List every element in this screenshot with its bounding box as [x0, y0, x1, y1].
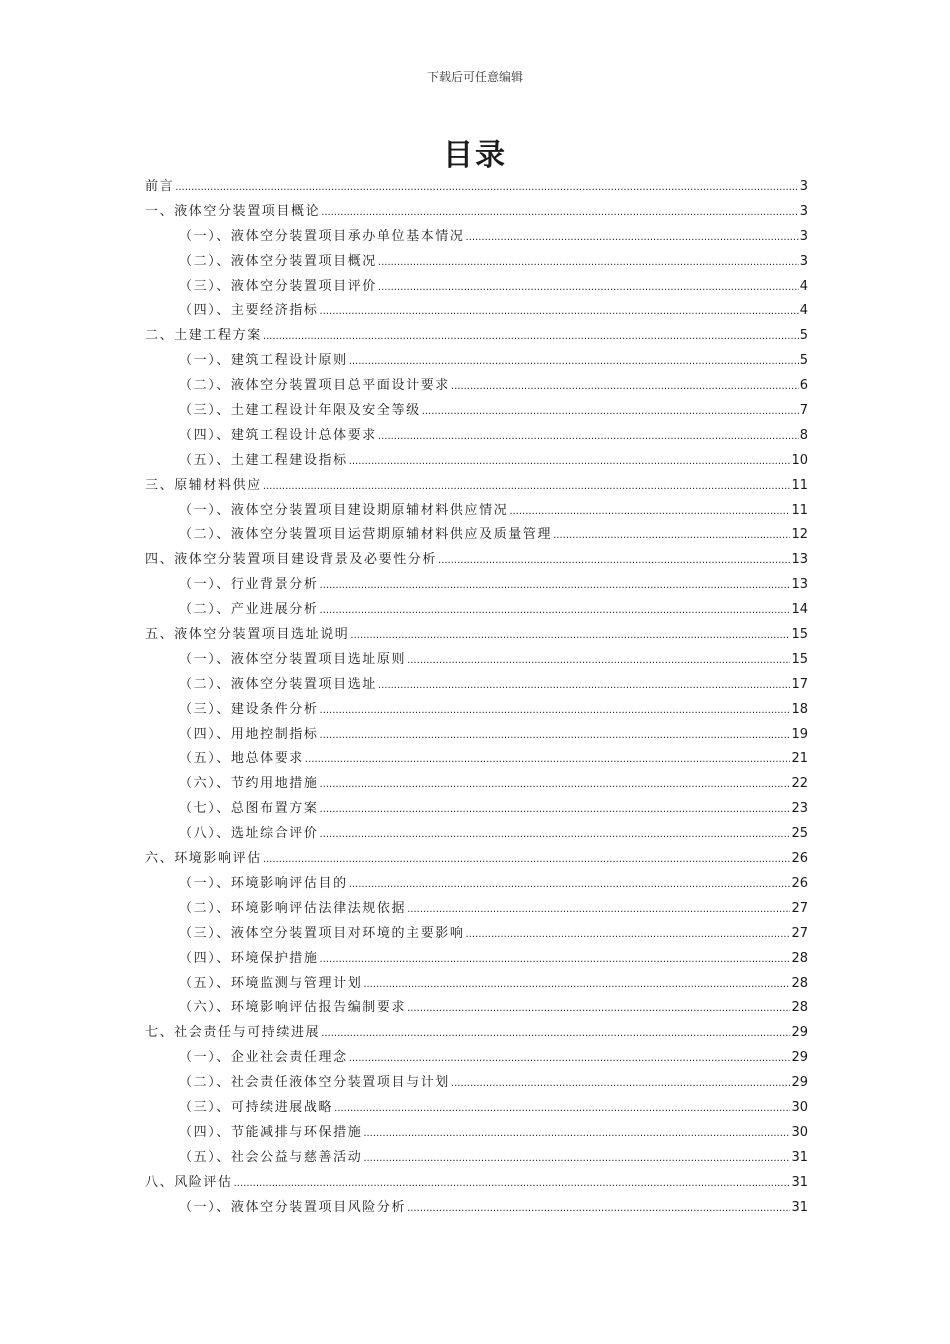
dot-leader [363, 972, 790, 998]
toc-entry[interactable] [145, 797, 808, 822]
toc-entry-page-number: 17 [791, 676, 808, 692]
toc-entry-page-number: 23 [791, 801, 808, 817]
toc-entry[interactable] [145, 200, 808, 225]
toc-entry-label: （五）、环境监测与管理计划 [179, 975, 363, 991]
toc-entry-page-number: 8 [799, 427, 808, 443]
toc-entry-page-number: 3 [799, 228, 808, 244]
toc-entry-page-number: 3 [799, 253, 808, 269]
toc-entry[interactable] [145, 1121, 808, 1146]
toc-entry[interactable] [145, 747, 808, 772]
dot-leader [407, 1196, 790, 1222]
dot-leader [422, 399, 799, 425]
toc-entry-label: （三）、可持续进展战略 [179, 1099, 334, 1115]
toc-entry-label: （五）、社会公益与慈善活动 [179, 1149, 363, 1165]
dot-leader [349, 872, 791, 898]
toc-entry-label: （一）、行业背景分析 [179, 577, 319, 593]
toc-entry[interactable] [145, 299, 808, 324]
toc-entry-label: （六）、环境影响评估报告编制要求 [179, 1000, 407, 1016]
dot-leader [407, 996, 790, 1022]
toc-entry-label: （一）、环境影响评估目的 [179, 875, 348, 891]
toc-entry-label: 五、液体空分装置项目选址说明 [145, 627, 350, 643]
toc-entry[interactable] [145, 499, 808, 524]
toc-entry[interactable] [145, 673, 808, 698]
toc-entry[interactable] [145, 996, 808, 1021]
toc-entry-page-number: 28 [791, 950, 808, 966]
toc-entry-page-number: 4 [799, 278, 808, 294]
toc-entry-label: 前言 [145, 179, 175, 194]
toc-entry[interactable] [145, 1046, 808, 1071]
toc-entry-page-number: 27 [791, 925, 808, 941]
toc-entry-page-number: 18 [791, 701, 808, 717]
toc-entry-page-number: 15 [791, 651, 808, 667]
toc-entry-label: （二）、社会责任液体空分装置项目与计划 [179, 1075, 450, 1091]
toc-entry[interactable] [145, 847, 808, 872]
toc-entry[interactable] [145, 1071, 808, 1096]
toc-entry-label: （五）、土建工程建设指标 [179, 452, 348, 468]
toc-entry-label: 三、原辅材料供应 [145, 477, 262, 493]
toc-entry-page-number: 12 [791, 527, 808, 543]
toc-entry[interactable] [145, 250, 808, 275]
dot-leader [466, 922, 791, 948]
dot-leader [378, 275, 799, 301]
dot-leader [363, 1146, 790, 1172]
toc-entry-page-number: 3 [799, 179, 808, 194]
toc-entry-label: （一）、企业社会责任理念 [179, 1050, 348, 1066]
toc-entry-label: （五）、地总体要求 [179, 751, 304, 767]
toc-entry[interactable] [145, 822, 808, 847]
dot-leader [234, 1171, 791, 1197]
dot-leader [305, 747, 791, 773]
dot-leader [451, 1071, 791, 1097]
toc-entry-label: （七）、总图布置方案 [179, 801, 319, 817]
toc-entry-label: （二）、液体空分装置项目运营期原辅材料供应及质量管理 [179, 527, 553, 543]
toc-entry-label: （二）、液体空分装置项目概况 [179, 253, 377, 269]
toc-entry-page-number: 29 [791, 1050, 808, 1066]
toc-entry[interactable] [145, 324, 808, 349]
toc-entry-label: （四）、建筑工程设计总体要求 [179, 427, 377, 443]
dot-leader [320, 698, 791, 724]
dot-leader [350, 623, 790, 649]
toc-entry-page-number: 30 [791, 1099, 808, 1115]
page-title: 目录 [443, 138, 507, 173]
toc-entry-page-number: 13 [791, 552, 808, 568]
dot-leader [320, 299, 799, 325]
toc-entry-label: 一、液体空分装置项目概论 [145, 203, 321, 219]
toc-entry-label: 八、风险评估 [145, 1174, 233, 1190]
toc-entry-page-number: 31 [791, 1199, 808, 1215]
toc-entry-page-number: 21 [791, 751, 808, 767]
toc-entry[interactable] [145, 648, 808, 673]
toc-entry[interactable] [145, 897, 808, 922]
toc-entry-page-number: 26 [791, 851, 808, 867]
toc-entry[interactable] [145, 972, 808, 997]
dot-leader [378, 673, 791, 699]
dot-leader [334, 1096, 790, 1122]
toc-entry-label: （三）、液体空分装置项目对环境的主要影响 [179, 925, 465, 941]
toc-entry[interactable] [145, 1171, 808, 1196]
dot-leader [451, 374, 799, 400]
toc-entry[interactable] [145, 474, 808, 499]
toc-entry-page-number: 10 [791, 452, 808, 468]
toc-entry[interactable] [145, 1196, 808, 1221]
toc-entry-page-number: 27 [791, 900, 808, 916]
table-of-contents [145, 175, 808, 1220]
toc-entry-label: （二）、液体空分装置项目选址 [179, 676, 377, 692]
dot-leader [263, 474, 791, 500]
toc-entry-page-number: 31 [791, 1174, 808, 1190]
toc-entry-label: （八）、选址综合评价 [179, 826, 319, 842]
dot-leader [320, 797, 791, 823]
toc-entry-label: 七、社会责任与可持续进展 [145, 1025, 321, 1041]
toc-entry-page-number: 22 [791, 776, 808, 792]
toc-entry-label: （二）、产业进展分析 [179, 602, 319, 618]
toc-entry[interactable] [145, 573, 808, 598]
toc-entry[interactable] [145, 922, 808, 947]
dot-leader [438, 548, 790, 574]
toc-entry-page-number: 5 [799, 353, 808, 369]
toc-entry[interactable] [145, 175, 808, 200]
dot-leader [509, 499, 790, 525]
toc-entry-label: （三）、液体空分装置项目评价 [179, 278, 377, 294]
toc-entry[interactable] [145, 1096, 808, 1121]
toc-entry[interactable] [145, 1021, 808, 1046]
dot-leader [263, 324, 799, 350]
toc-entry-label: （一）、建筑工程设计原则 [179, 353, 348, 369]
dot-leader [349, 1046, 791, 1072]
toc-entry-label: 四、液体空分装置项目建设背景及必要性分析 [145, 552, 438, 568]
toc-entry-label: （三）、土建工程设计年限及安全等级 [179, 403, 421, 419]
toc-entry-page-number: 4 [799, 303, 808, 319]
toc-entry[interactable] [145, 424, 808, 449]
dot-leader [320, 573, 791, 599]
toc-entry[interactable] [145, 349, 808, 374]
dot-leader [407, 897, 790, 923]
toc-entry-label: （二）、环境影响评估法律法规依据 [179, 900, 407, 916]
toc-entry-label: 六、环境影响评估 [145, 851, 262, 867]
toc-entry-label: （三）、建设条件分析 [179, 701, 319, 717]
toc-entry-page-number: 28 [791, 975, 808, 991]
toc-entry[interactable] [145, 772, 808, 797]
toc-entry-label: （一）、液体空分装置项目风险分析 [179, 1199, 407, 1215]
dot-leader [263, 847, 791, 873]
toc-entry-label: （四）、环境保护措施 [179, 950, 319, 966]
toc-entry[interactable] [145, 374, 808, 399]
toc-entry[interactable] [145, 947, 808, 972]
toc-entry-page-number: 7 [799, 403, 808, 419]
dot-leader [320, 822, 791, 848]
toc-entry-label: （二）、液体空分装置项目总平面设计要求 [179, 378, 450, 394]
header-note: 下载后可任意编辑 [426, 70, 523, 84]
toc-entry[interactable] [145, 449, 808, 474]
toc-entry-page-number: 28 [791, 1000, 808, 1016]
toc-entry[interactable] [145, 275, 808, 300]
dot-leader [321, 200, 799, 226]
dot-leader [553, 523, 790, 549]
toc-entry-page-number: 31 [791, 1149, 808, 1165]
toc-entry-label: （六）、节约用地措施 [179, 776, 319, 792]
dot-leader [320, 723, 791, 749]
dot-leader [466, 225, 799, 251]
toc-entry-label: （一）、液体空分装置项目建设期原辅材料供应情况 [179, 502, 509, 518]
toc-entry[interactable] [145, 723, 808, 748]
toc-entry[interactable] [145, 523, 808, 548]
toc-entry-label: （四）、节能减排与环保措施 [179, 1124, 363, 1140]
dot-leader [321, 1021, 790, 1047]
toc-entry-label: （一）、液体空分装置项目承办单位基本情况 [179, 228, 465, 244]
toc-entry-page-number: 26 [791, 875, 808, 891]
toc-entry-label: （一）、液体空分装置项目选址原则 [179, 651, 407, 667]
dot-leader [320, 947, 791, 973]
toc-entry[interactable] [145, 548, 808, 573]
toc-entry-page-number: 25 [791, 826, 808, 842]
toc-entry[interactable] [145, 698, 808, 723]
dot-leader [175, 175, 799, 201]
toc-entry-page-number: 30 [791, 1124, 808, 1140]
toc-entry-page-number: 14 [791, 602, 808, 618]
dot-leader [378, 424, 799, 450]
toc-entry[interactable] [145, 598, 808, 623]
dot-leader [407, 648, 790, 674]
dot-leader [320, 598, 791, 624]
toc-entry-page-number: 11 [791, 502, 808, 518]
toc-entry-page-number: 29 [791, 1075, 808, 1091]
toc-entry-label: （四）、主要经济指标 [179, 303, 319, 319]
toc-entry-page-number: 29 [791, 1025, 808, 1041]
toc-entry[interactable] [145, 623, 808, 648]
toc-entry-page-number: 5 [799, 328, 808, 344]
dot-leader [363, 1121, 790, 1147]
toc-entry-page-number: 3 [799, 203, 808, 219]
toc-entry[interactable] [145, 872, 808, 897]
toc-entry-page-number: 11 [791, 477, 808, 493]
dot-leader [349, 449, 791, 475]
toc-entry[interactable] [145, 1146, 808, 1171]
toc-entry-page-number: 15 [791, 627, 808, 643]
dot-leader [349, 349, 799, 375]
dot-leader [378, 250, 799, 276]
toc-entry-label: 二、土建工程方案 [145, 328, 262, 344]
dot-leader [320, 772, 791, 798]
toc-entry[interactable] [145, 225, 808, 250]
toc-entry[interactable] [145, 399, 808, 424]
toc-entry-page-number: 13 [791, 577, 808, 593]
toc-entry-page-number: 6 [799, 378, 808, 394]
toc-entry-page-number: 19 [791, 726, 808, 742]
toc-entry-label: （四）、用地控制指标 [179, 726, 319, 742]
